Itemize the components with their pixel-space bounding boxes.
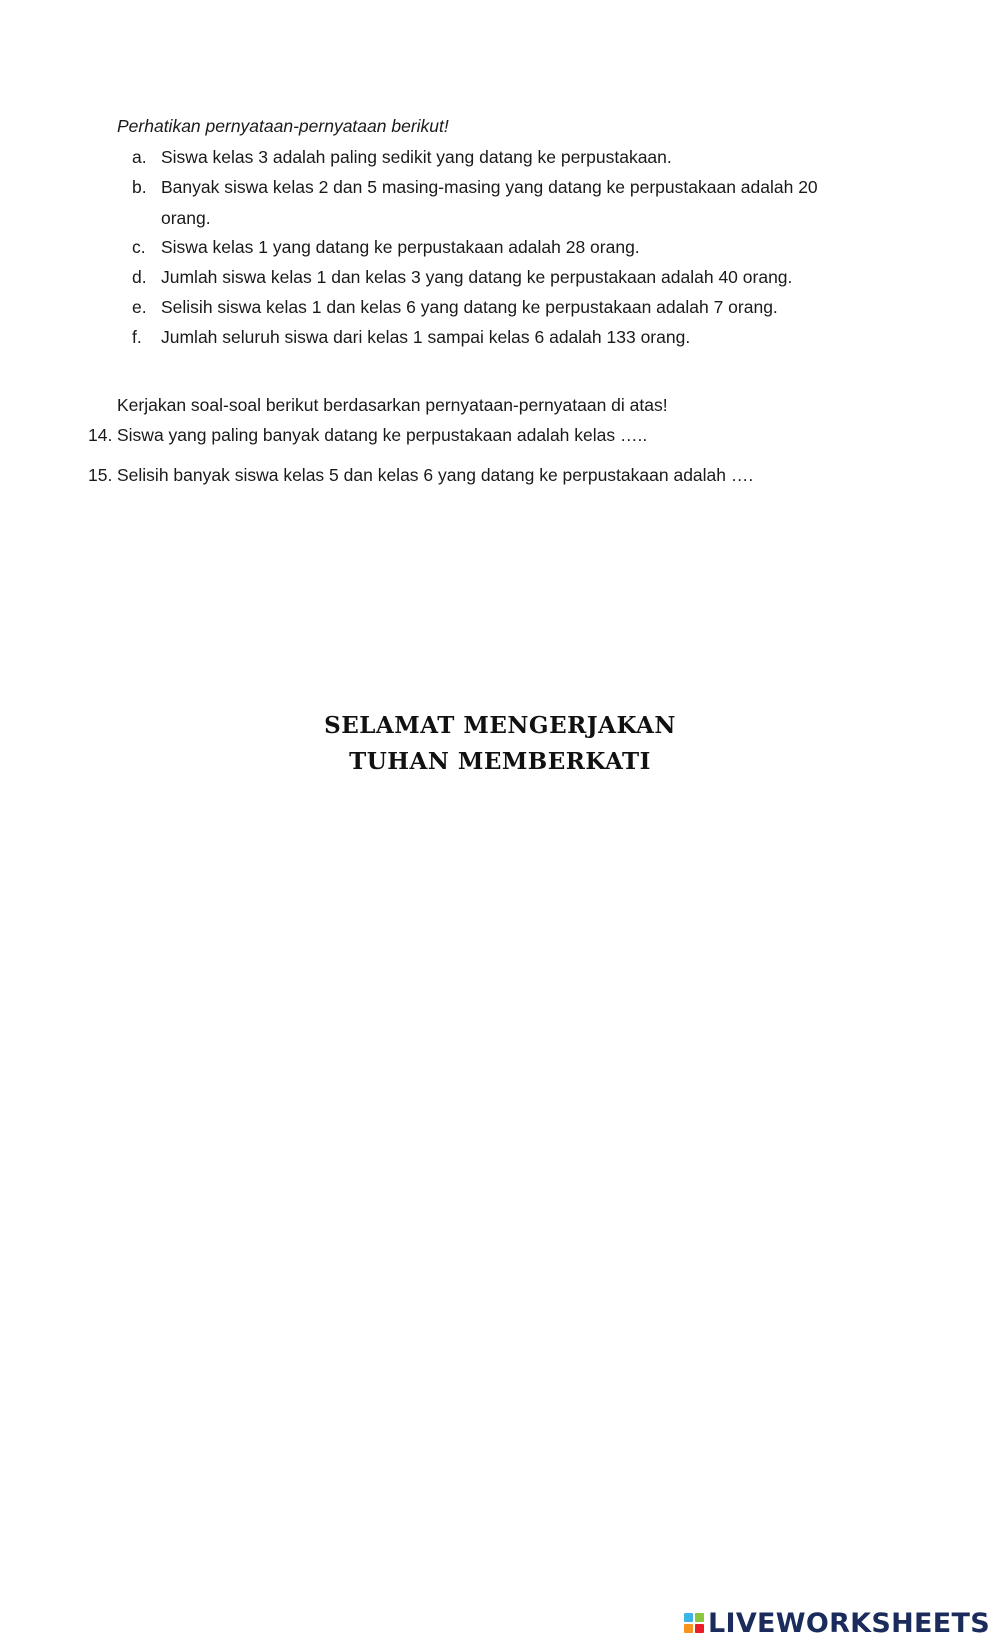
statement-letter: a.: [132, 147, 147, 167]
closing-line-1: SELAMAT MENGERJAKAN: [324, 712, 676, 739]
statement-text: Jumlah seluruh siswa dari kelas 1 sampai kelas 6 adalah 133 orang.: [161, 327, 691, 347]
logo-text: LIVEWORKSHEETS: [707, 1607, 990, 1639]
statement-text: Selisih siswa kelas 1 dan kelas 6 yang datang ke perpustakaan adalah 7 orang.: [161, 297, 778, 317]
instruction-text: Kerjakan soal-soal berikut berdasarkan pernyataan-pernyataan di atas!: [117, 395, 668, 415]
closing-line-2: TUHAN MEMBERKATI: [349, 748, 651, 775]
statement-text: Siswa kelas 3 adalah paling sedikit yang datang ke perpustakaan.: [161, 147, 672, 167]
question-number: 15.: [88, 465, 113, 485]
statement-letter: d.: [132, 267, 147, 287]
statement-text: Jumlah siswa kelas 1 dan kelas 3 yang datang ke perpustakaan adalah 40 orang.: [161, 267, 793, 287]
logo-square: [695, 1624, 704, 1633]
statement-letter: c.: [132, 237, 146, 257]
liveworksheets-logo[interactable]: [684, 1605, 990, 1641]
statement-letter: e.: [132, 297, 147, 317]
logo-square: [684, 1624, 693, 1633]
question-number: 14.: [88, 425, 113, 445]
statement-letter: b.: [132, 177, 147, 197]
question-text: Selisih banyak siswa kelas 5 dan kelas 6 yang datang ke perpustakaan adalah ….: [117, 465, 754, 485]
statement-text-continued: orang.: [161, 208, 211, 228]
statement-text: Banyak siswa kelas 2 dan 5 masing-masing yang datang ke perpustakaan adalah 20: [161, 177, 818, 197]
intro-text: Perhatikan pernyataan-pernyataan berikut!: [117, 116, 449, 136]
question-text: Siswa yang paling banyak datang ke perpustakaan adalah kelas …..: [117, 425, 648, 445]
logo-grid-icon: [684, 1613, 704, 1633]
statement-letter: f.: [132, 327, 142, 347]
logo-square: [684, 1613, 693, 1622]
logo-square: [695, 1613, 704, 1622]
statement-text: Siswa kelas 1 yang datang ke perpustakaan adalah 28 orang.: [161, 237, 640, 257]
